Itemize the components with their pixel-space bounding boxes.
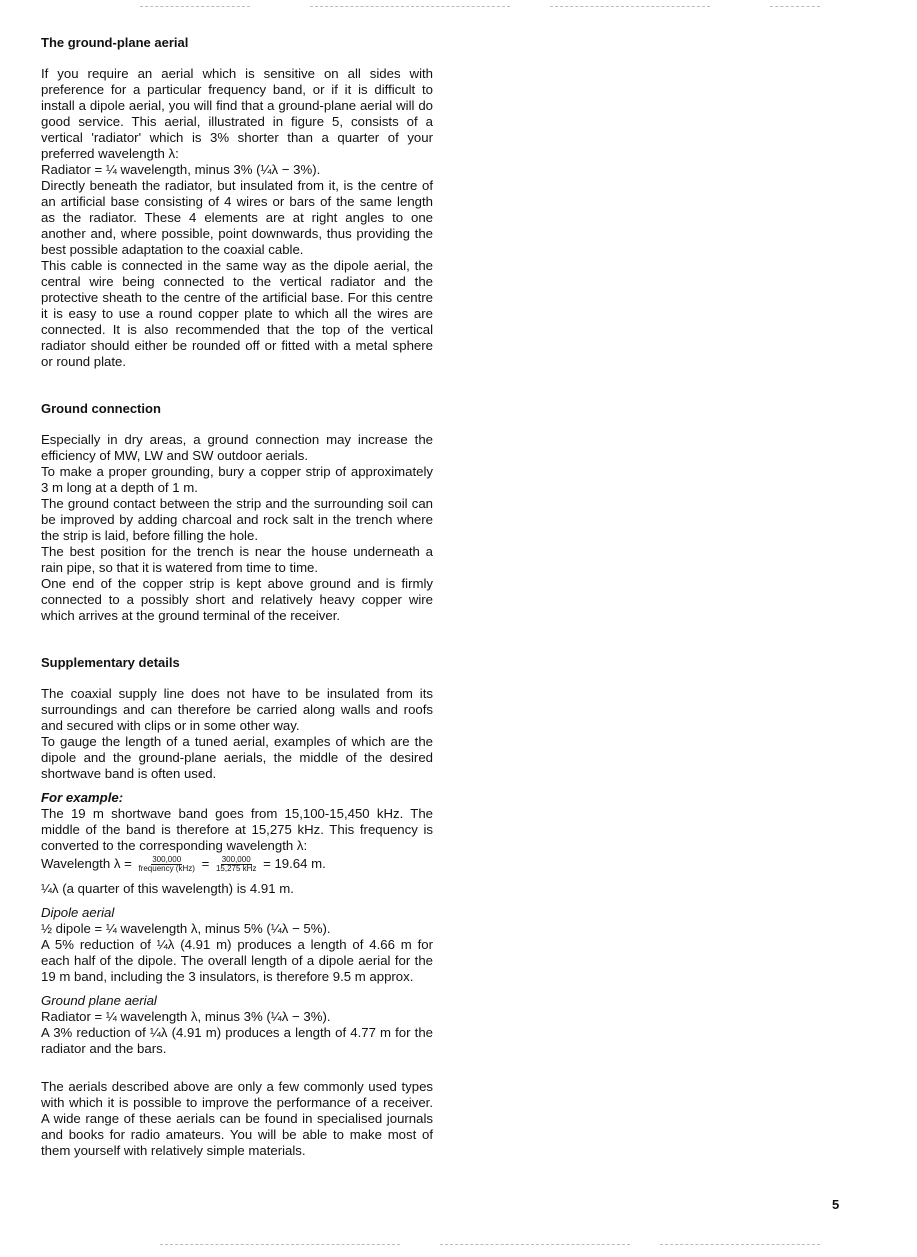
quarter-wavelength: ¼λ (a quarter of this wavelength) is 4.91 m.	[41, 881, 294, 897]
fraction-2-numerator: 300,000	[221, 855, 251, 865]
scan-artifact-bottom-1	[160, 1244, 400, 1246]
gc-para-1: Especially in dry areas, a ground connection may increase the efficiency of MW, LW and SW outdoor aerials.	[41, 432, 433, 463]
sd-para-2: To gauge the length of a tuned aerial, examples of which are the dipole and the ground-plane aerials, the middle of the desired shortwave band is often used.	[41, 734, 433, 781]
gp-cable-connection: This cable is connected in the same way as the dipole aerial, the central wire being connected to the vertical radiator and the protective sheath to the centre of the artificial base. For this centre it is easy to use a round copper plate to which all the wires are connected. It is also recommended that the top of the vertical radiator should either be rounded off or fitted with a metal sphere or round plate.	[41, 258, 433, 369]
gp-radiator-formula: Radiator = ¼ wavelength, minus 3% (¼λ − 3%).	[41, 162, 321, 177]
ground-plane-label: Ground plane aerial	[41, 993, 157, 1009]
formula-lead: Wavelength λ =	[41, 856, 132, 871]
example-text: The 19 m shortwave band goes from 15,100-15,450 kHz. The middle of the band is therefore at 15,275 kHz. This frequency is converted to the corresponding wavelength λ:	[41, 806, 433, 853]
main-column	[41, 34, 433, 1159]
formula-equals: =	[201, 856, 210, 871]
fraction-1	[137, 856, 195, 873]
dipole-calculation: A 5% reduction of ¼λ (4.91 m) produces a length of 4.66 m for each half of the dipole. The overall length of a dipole aerial for the 19 m band, including the 3 insulators, is therefore 9.5 m approx.	[41, 937, 433, 985]
dipole-label: Dipole aerial	[41, 905, 115, 921]
heading-ground-plane-aerial: The ground-plane aerial	[41, 35, 189, 50]
closing-paragraph: The aerials described above are only a few commonly used types with which it is possible to improve the performance of a receiver. A wide range of these aerials can be found in specialised journals and books for radio amateurs. You will be able to make most of them yourself with relatively simple materials.	[41, 1079, 433, 1159]
gp-intro: If you require an aerial which is sensitive on all sides with preference for a particular frequency band, or if it is difficult to install a dipole aerial, you will find that a ground-plane aerial will do good service. This aerial, illustrated in figure 5, consists of a vertical 'radiator' which is 3% shorter than a quarter of your preferred wavelength λ:	[41, 66, 433, 161]
gc-para-2: To make a proper grounding, bury a copper strip of approximately 3 m long at a depth of 1 m.	[41, 464, 433, 495]
wavelength-formula	[41, 856, 433, 873]
example-label: For example:	[41, 790, 124, 805]
scan-artifact-bottom-3	[660, 1244, 820, 1246]
scan-artifact-bottom-2	[440, 1244, 630, 1246]
sd-para-1: The coaxial supply line does not have to be insulated from its surroundings and can therefore be carried along walls and roofs and secured with clips or in some other way.	[41, 686, 433, 733]
fraction-2	[215, 856, 257, 873]
scan-artifact-top-3	[550, 6, 710, 8]
fraction-1-denominator: frequency (kHz)	[138, 864, 195, 874]
gc-para-3: The ground contact between the strip and the surrounding soil can be improved by adding charcoal and rock salt in the trench where the strip is laid, before filling the hole.	[41, 496, 433, 543]
ground-plane-formula: Radiator = ¼ wavelength λ, minus 3% (¼λ − 3%).	[41, 1009, 331, 1025]
page-number: 5	[832, 1197, 840, 1212]
heading-supplementary-details: Supplementary details	[41, 655, 180, 670]
formula-result: = 19.64 m.	[263, 856, 326, 871]
dipole-formula: ½ dipole = ¼ wavelength λ, minus 5% (¼λ − 5%).	[41, 921, 331, 937]
gc-para-5: One end of the copper strip is kept above ground and is firmly connected to a possibly short and relatively heavy copper wire which arrives at the ground terminal of the receiver.	[41, 576, 433, 623]
fraction-2-denominator: 15,275 kHz	[215, 864, 257, 874]
scan-artifact-top-1	[140, 6, 250, 8]
gp-base-description: Directly beneath the radiator, but insulated from it, is the centre of an artificial base consisting of 4 wires or bars of the same length as the radiator. These 4 elements are at right angles to one another and, where possible, point downwards, thus providing the best possible adaptation to the coaxial cable.	[41, 178, 433, 257]
scan-artifact-top-4	[770, 6, 820, 8]
scan-artifact-top-2	[310, 6, 510, 8]
ground-plane-calculation: A 3% reduction of ¼λ (4.91 m) produces a length of 4.77 m for the radiator and the bars.	[41, 1025, 433, 1057]
fraction-1-numerator: 300,000	[152, 855, 182, 865]
gc-para-4: The best position for the trench is near the house underneath a rain pipe, so that it is watered from time to time.	[41, 544, 433, 575]
heading-ground-connection: Ground connection	[41, 401, 161, 416]
